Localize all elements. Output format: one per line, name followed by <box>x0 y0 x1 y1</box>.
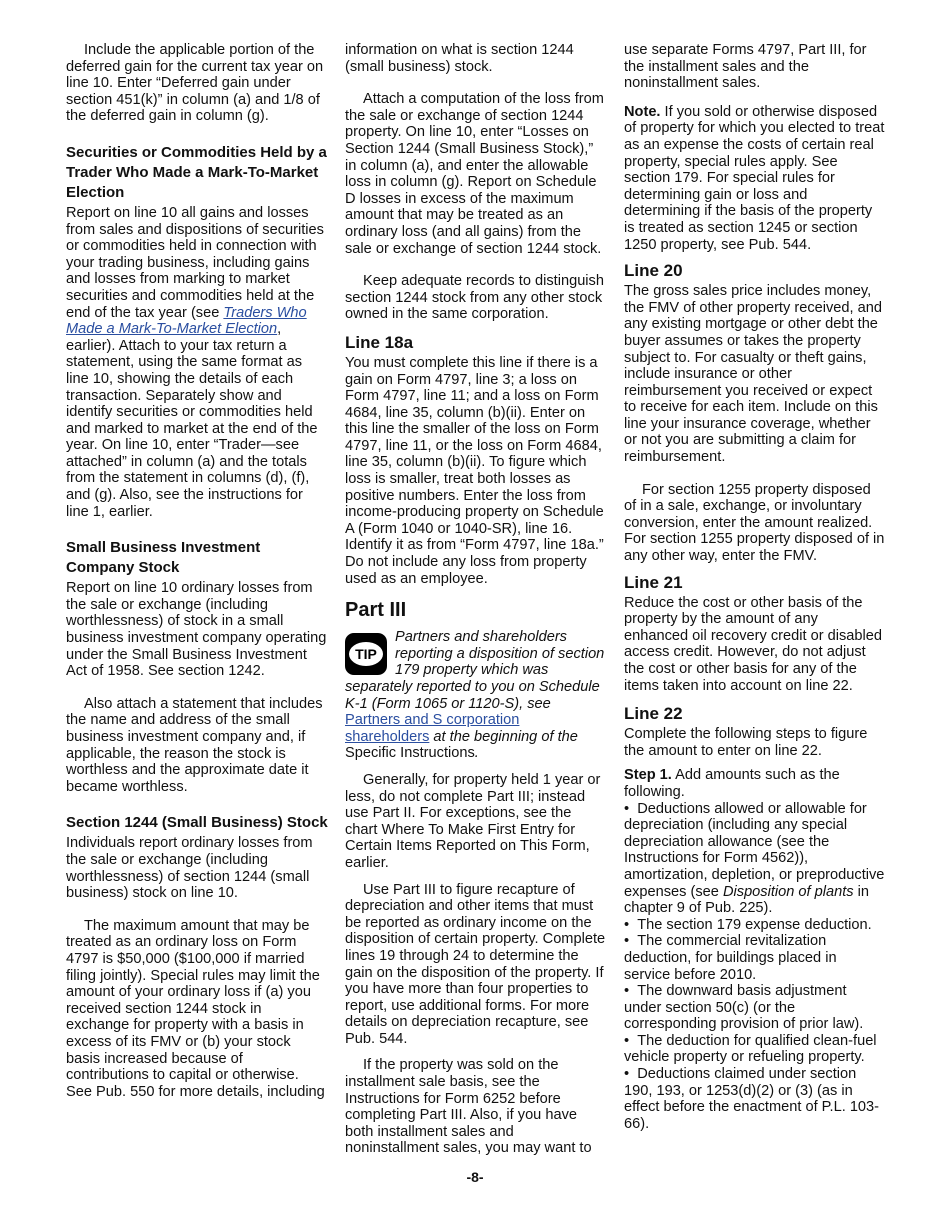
heading-line-18a: Line 18a <box>345 332 414 352</box>
link-traders-mtm-election[interactable]: Traders Who Made a Mark-To-Market Election <box>66 304 307 338</box>
heading-line-20: Line 20 <box>624 261 683 281</box>
paragraph-installment: If the property was sold on the installment sale basis, see the Instructions for Form 6252 before completing Part III. Also, if you have both installment sales and noninstallment sales, you may want to <box>345 1057 592 1157</box>
list-item: • Deductions claimed under section 190, 193, or 1253(d)(2) or (3) (as in effect before the enactment of P.L. 103-66). <box>624 1066 886 1132</box>
paragraph-sbic-1: Report on line 10 ordinary losses from the sale or exchange (including worthlessness) of stock in a small business investment company operating under the Small Business Investment Act of 1958. See section 1242. <box>66 580 327 680</box>
link-partners-s-corp-shareholders[interactable]: Partners and S corporation shareholders <box>345 712 520 745</box>
tip-box <box>345 629 607 762</box>
heading-line-21: Line 21 <box>624 572 683 592</box>
paragraph-1244-1: Individuals report ordinary losses from the sale or exchange (including worthlessness) of section 1244 (small business) stock on line 10. <box>66 835 313 902</box>
paragraph-deferred-gain: Include the applicable portion of the deferred gain for the current tax year on line 10. Enter “Deferred gain under section 451(k)” in column (a) and 1/8 of the deferred gain in column (g). <box>66 42 324 125</box>
paragraph-1244-continued: information on what is section 1244 (small business) stock. <box>345 42 574 75</box>
heading-securities-commodities: Securities or Commodities Held by a Trader Who Made a Mark-To-Market Election <box>66 143 327 201</box>
paragraph-securities: Report on line 10 all gains and losses from sales and dispositions of securities or commodities held in connection with your trading business, including gains and losses from marking to market securities and commodities held at the end of the tax year (see Traders Who Made a Mark-To-Market Election, earlier). Attach to your tax return a statement, using the same format as line 10, showing the details of each transaction. Separately show and identify securities or commodities held and marked to market at the end of the year. On line 10, enter “Trader—see attached” in column (a) and the totals from the statement in columns (d), (f), and (g). Also, see the instructions for line 1, earlier. <box>66 204 324 520</box>
list-item: • The commercial revitalization deduction, for buildings placed in service before 2010. <box>624 933 886 983</box>
paragraph-use-part-iii: Use Part III to figure recapture of depreciation and other items that must be reported as ordinary income on the disposition of certain property. Complete lines 19 through 24 to determine the gain on the disposition of the property. If you have more than four properties to report, use additional forms. For more details on depreciation recapture, see Pub. 544. <box>345 881 606 1047</box>
column-1 <box>66 42 328 1100</box>
list-item: • The deduction for qualified clean-fuel vehicle property or refueling property. <box>624 1033 886 1066</box>
paragraph-attach-computation: Attach a computation of the loss from the sale or exchange of section 1244 property. On line 10, enter “Losses on Section 1244 (Small Business Stock),” in column (a), and enter the allowable loss in column (g). Report on Schedule D losses in excess of the maximum amount that may be treated as an ordinary loss (and all gains) from the sale or exchange of section 1244 stock. <box>345 91 604 257</box>
column-2 <box>345 42 607 1157</box>
paragraph-line-20-1: The gross sales price includes money, the FMV of other property received, and any existing mortgage or other debt the buyer assumes or takes the property subject to. For casualty or theft gains, include insurance or other reimbursement you received or expect to receive for each item. Include on this line your insurance coverage, whether or not you are submitting a claim for reimbursement. <box>624 283 882 466</box>
page-number: -8- <box>466 1169 484 1185</box>
list-item: • The downward basis adjustment under section 50(c) (or the corresponding provision of prior law). <box>624 983 886 1033</box>
heading-part-iii: Part III <box>345 599 407 622</box>
tip-text: Partners and shareholders reporting a disposition of section 179 property which was separately reported to you on Schedule K-1 (Form 1065 or 1120-S), see Partners and S corporation shareholders at the beginning of the Specific Instructions. <box>345 629 605 762</box>
tip-icon: TIP <box>345 633 387 675</box>
heading-line-22: Line 22 <box>624 704 683 724</box>
heading-section-1244: Section 1244 (Small Business) Stock <box>66 814 328 832</box>
paragraph-line-18a: You must complete this line if there is a gain on Form 4797, line 3; a loss on Form 4797, line 11; and a loss on Form 4684, line 35, column (b)(ii). Enter on this line the smaller of the loss on Form 4797, line 11, or the loss on Form 4684, line 35, column (b)(ii). To figure which loss is smaller, treat both losses as positive numbers. Enter the loss from income-producing property on Schedule A (Form 1040 or 1040-SR), line 16. Identify it as from “Form 4797, line 18a.” Do not include any loss from property used as an employee. <box>345 354 604 587</box>
list-item: • Deductions allowed or allowable for depreciation (including any special depreciation allowance (see the Instructions for Form 4562)), amortization, depletion, or preproductive expenses (see Disposition of plants in chapter 9 of Pub. 225). <box>624 801 886 917</box>
paragraph-step-1: Step 1. Add amounts such as the following. <box>624 767 840 800</box>
paragraph-generally: Generally, for property held 1 year or less, do not complete Part III; instead use Part II. For exceptions, see the chart Where To Make First Entry for Certain Items Reported on This Form, earlier. <box>345 771 601 871</box>
list-item: • The section 179 expense deduction. <box>624 917 886 934</box>
column-3 <box>624 42 886 1132</box>
paragraph-installment-continued: use separate Forms 4797, Part III, for the installment sales and the noninstallment sales. <box>624 42 867 92</box>
paragraph-sbic-2: Also attach a statement that includes the name and address of the small business investment company and, if applicable, the reason the stock is worthless and the approximate date it became worthless. <box>66 695 323 795</box>
paragraph-note: Note. If you sold or otherwise disposed of property for which you elected to treat as an expense the costs of certain real property, special rules apply. See section 179. For special rules for determining gain or loss and determining if the basis of the property is treated as section 1245 or section 1250 property, see Pub. 544. <box>624 103 885 253</box>
paragraph-keep-records: Keep adequate records to distinguish section 1244 stock from any other stock owned in the same corporation. <box>345 273 604 323</box>
paragraph-line-21: Reduce the cost or other basis of the property by the amount of any enhanced oil recovery credit or disabled access credit. However, do not adjust the cost or other basis for any of the items taken into account on line 22. <box>624 594 882 694</box>
paragraph-1244-2: The maximum amount that may be treated as an ordinary loss on Form 4797 is $50,000 ($100,000 if married filing jointly). Special rules may limit the amount of your ordinary loss if (a) you received section 1244 stock in exchange for property with a basis in excess of its FMV or (b) your stock basis increased because of contributions to capital or otherwise. See Pub. 550 for more details, including <box>66 917 325 1100</box>
paragraph-line-20-2: For section 1255 property disposed of in a sale, exchange, or involuntary conversion, enter the amount realized. For section 1255 property disposed of in any other way, enter the FMV. <box>624 481 885 565</box>
heading-sbic-stock: Small Business Investment Company Stock <box>66 539 261 577</box>
paragraph-line-22: Complete the following steps to figure the amount to enter on line 22. <box>624 726 868 759</box>
